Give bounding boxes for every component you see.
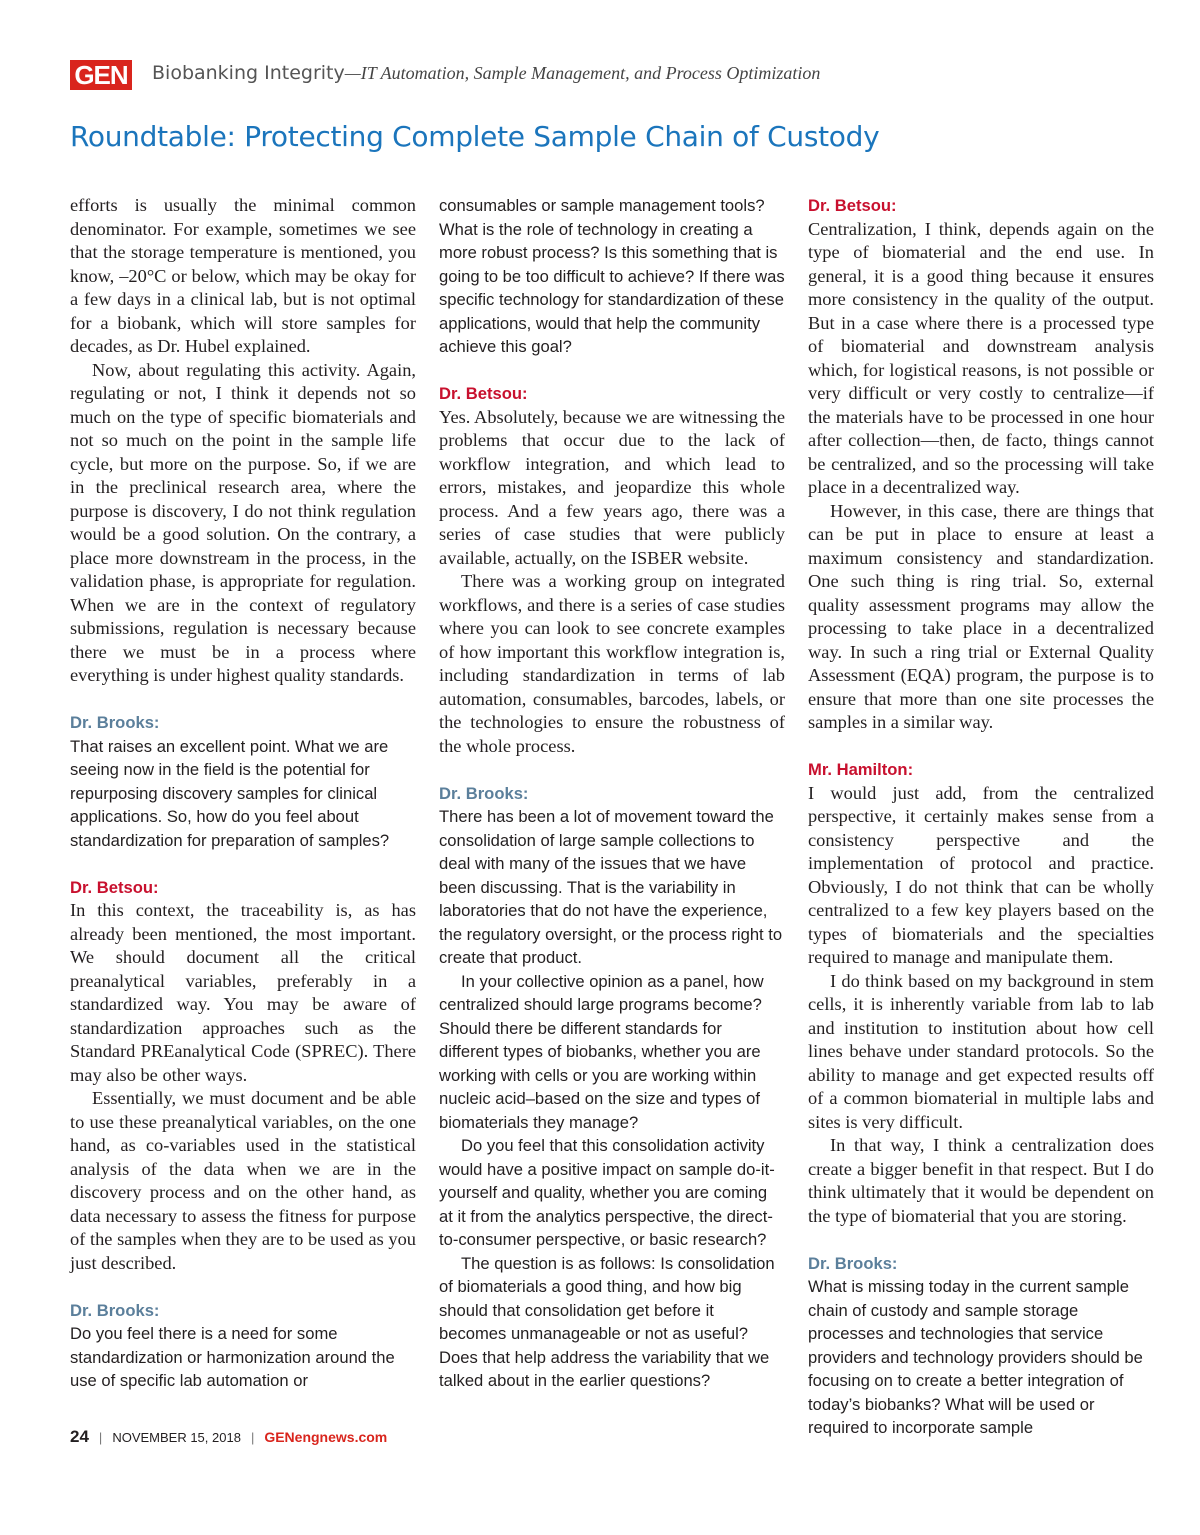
speaker-label-brooks: Dr. Brooks: [808,1253,898,1273]
publication-title [152,62,820,84]
speaker-label-brooks: Dr. Brooks: [70,713,160,732]
question-paragraph: There has been a lot of movement toward the consolidation of large sample collections to deal with many of the issues that we have been discussing. That is the variability in laboratories that do not have the experience, the regulatory oversight, or the process right to create that product. [439,807,783,967]
answer-paragraph: Now, about regulating this activity. Again, regulating or not, I think it depends not so much on the type of specific biomaterials and not so much on the point in the sample life cycle, but more on the purpose. So, if we are in the preclinical research area, where the purpose is discovery, I do not think regulation would be a good solution. On the contrary, a place more downstream in the process, in the validation phase, is appropriate for regulation. When we are in the context of regulatory submissions, regulation is necessary because there we must be in a process where everything is under highest quality standards. [70,359,416,685]
answer-paragraph: efforts is usually the minimal common denominator. For example, sometimes we see that the storage temperature is mentioned, you know, –20°C or below, which may be okay for a few days in a clinical lab, but is not optimal for a biobank, which will store samples for decades, as Dr. Hubel explained. [70,195,416,356]
question-paragraph: In your collective opinion as a panel, how centralized should large programs become? Should there be different standards for different types of biobanks, whether you are working with cells or you are working within nucleic acid–based on the size and types of biomaterials they manage? [439,971,764,1132]
answer-paragraph: I would just add, from the centralized perspective, it certainly makes sense from a consistency perspective and the implementation of protocol and practice. Obviously, I do not think that can be wholly centralized to a few key players based on the types of biomaterials and the specialties required to manage and manipulate them. [808,782,1154,967]
answer-paragraph: In that way, I think a centralization does create a bigger benefit in that respect. But I do think ultimately that it would be dependent on the type of biomaterial that you are storing. [808,1135,1154,1226]
question-paragraph: The question is as follows: Is consolidation of biomaterials a good thing, and how big should that consolidation get before it becomes unmanageable or not as useful? Does that help address the variability that we talked about in the earlier questions? [439,1253,775,1390]
answer-paragraph: There was a working group on integrated workflows, and there is a series of case studies where you can look to see concrete examples of how important this workflow integration is, including standardization in terms of lab automation, consumables, barcodes, labels, or the technologies to ensure the robustness of the whole process. [439,571,785,756]
text-column-2 [439,194,785,1393]
answer-paragraph: Yes. Absolutely, because we are witnessing the problems that occur due to the lack of workflow integration, and which lead to errors, mistakes, and jeopardize this whole process. And a few years ago, there was a series of case studies that were publicly available, actually, on the ISBER website. [439,406,785,568]
footer-separator-1: | [98,1430,103,1445]
publication-name: Biobanking Integrity [152,62,345,84]
answer-paragraph: Essentially, we must document and be able to use these preanalytical variables, on the one hand, as co-variables used in the statistical analysis of the data when we are in the discovery process and on the other hand, as data necessary to assess the fitness for purpose of the samples when they are to be used as you just described. [70,1088,416,1273]
question-paragraph: What is missing today in the current sample chain of custody and sample storage processes and technologies that service providers and technology providers should be focusing on to create a better integration of today’s biobanks? What will be used or required to incorporate sample [808,1277,1143,1437]
text-column-1 [70,194,416,1393]
page-footer [70,1427,387,1447]
speaker-label-brooks: Dr. Brooks: [439,783,529,803]
gen-logo: GEN [70,60,132,90]
site-link[interactable]: GENengnews.com [264,1429,388,1445]
answer-paragraph: Centralization, I think, depends again on the type of biomaterial and the end use. In general, it is a good thing because it ensures more consistency in the quality of the output. But in a case where there is a processed type of biomaterial and downstream analysis which, for logistical reasons, is not possible or very difficult or very costly to centralize—if the materials have to be processed in one hour after collection—then, de facto, things cannot be centralized, and so the processing will take place in a decentralized way. [808,218,1154,497]
speaker-label-betsou: Dr. Betsou: [70,877,159,897]
speaker-label-betsou: Dr. Betsou: [808,196,897,215]
text-column-3 [808,194,1154,1440]
publication-subtitle: —IT Automation, Sample Management, and Process Optimization [344,63,821,83]
question-paragraph: Do you feel there is a need for some standardization or harmonization around the use of specific lab automation or [70,1324,395,1390]
speaker-label-hamilton: Mr. Hamilton: [808,760,914,779]
question-paragraph: That raises an excellent point. What we are seeing now in the field is the potential for repurposing discovery samples for clinical applications. So, how do you feel about standardization for preparation of samples? [70,736,390,850]
question-paragraph: consumables or sample management tools? What is the role of technology in creating a more robust process? Is this something that is going to be too difficult to achieve? If there was specific technology for standardization of these applications, would that help the community achieve this goal? [439,196,785,356]
page-number: 24 [70,1427,89,1446]
issue-date: NOVEMBER 15, 2018 [112,1430,241,1445]
footer-separator-2: | [250,1430,255,1445]
speaker-label-brooks: Dr. Brooks: [70,1300,160,1320]
speaker-label-betsou: Dr. Betsou: [439,384,528,403]
answer-paragraph: I do think based on my background in stem cells, it is inherently variable from lab to lab and institution to institution about how cell lines behave under standard protocols. So the ability to manage and get expected results off of a common biomaterial in multiple labs and sites is very difficult. [808,970,1154,1132]
question-paragraph: Do you feel that this consolidation activity would have a positive impact on sample do-it-yourself and quality, whether you are coming at it from the analytics perspective, the direct-to-consumer perspective, or basic research? [439,1136,775,1249]
answer-paragraph: However, in this case, there are things that can be put in place to ensure at least a maximum consistency and standardization. One such thing is ring trial. So, external quality assessment programs may allow the processing to take place in a decentralized way. In such a ring trial or External Quality Assessment (EQA) program, the purpose is to ensure that more than one site processes the samples in a similar way. [808,500,1154,732]
answer-paragraph: In this context, the traceability is, as has already been mentioned, the most important. We should document all the critical preanalytical variables, preferably in a standardized way. You may be aware of standardization approaches such as the Standard PREanalytical Code (SPREC). There may also be other ways. [70,900,416,1085]
article-title: Roundtable: Protecting Complete Sample Chain of Custody [70,120,880,153]
